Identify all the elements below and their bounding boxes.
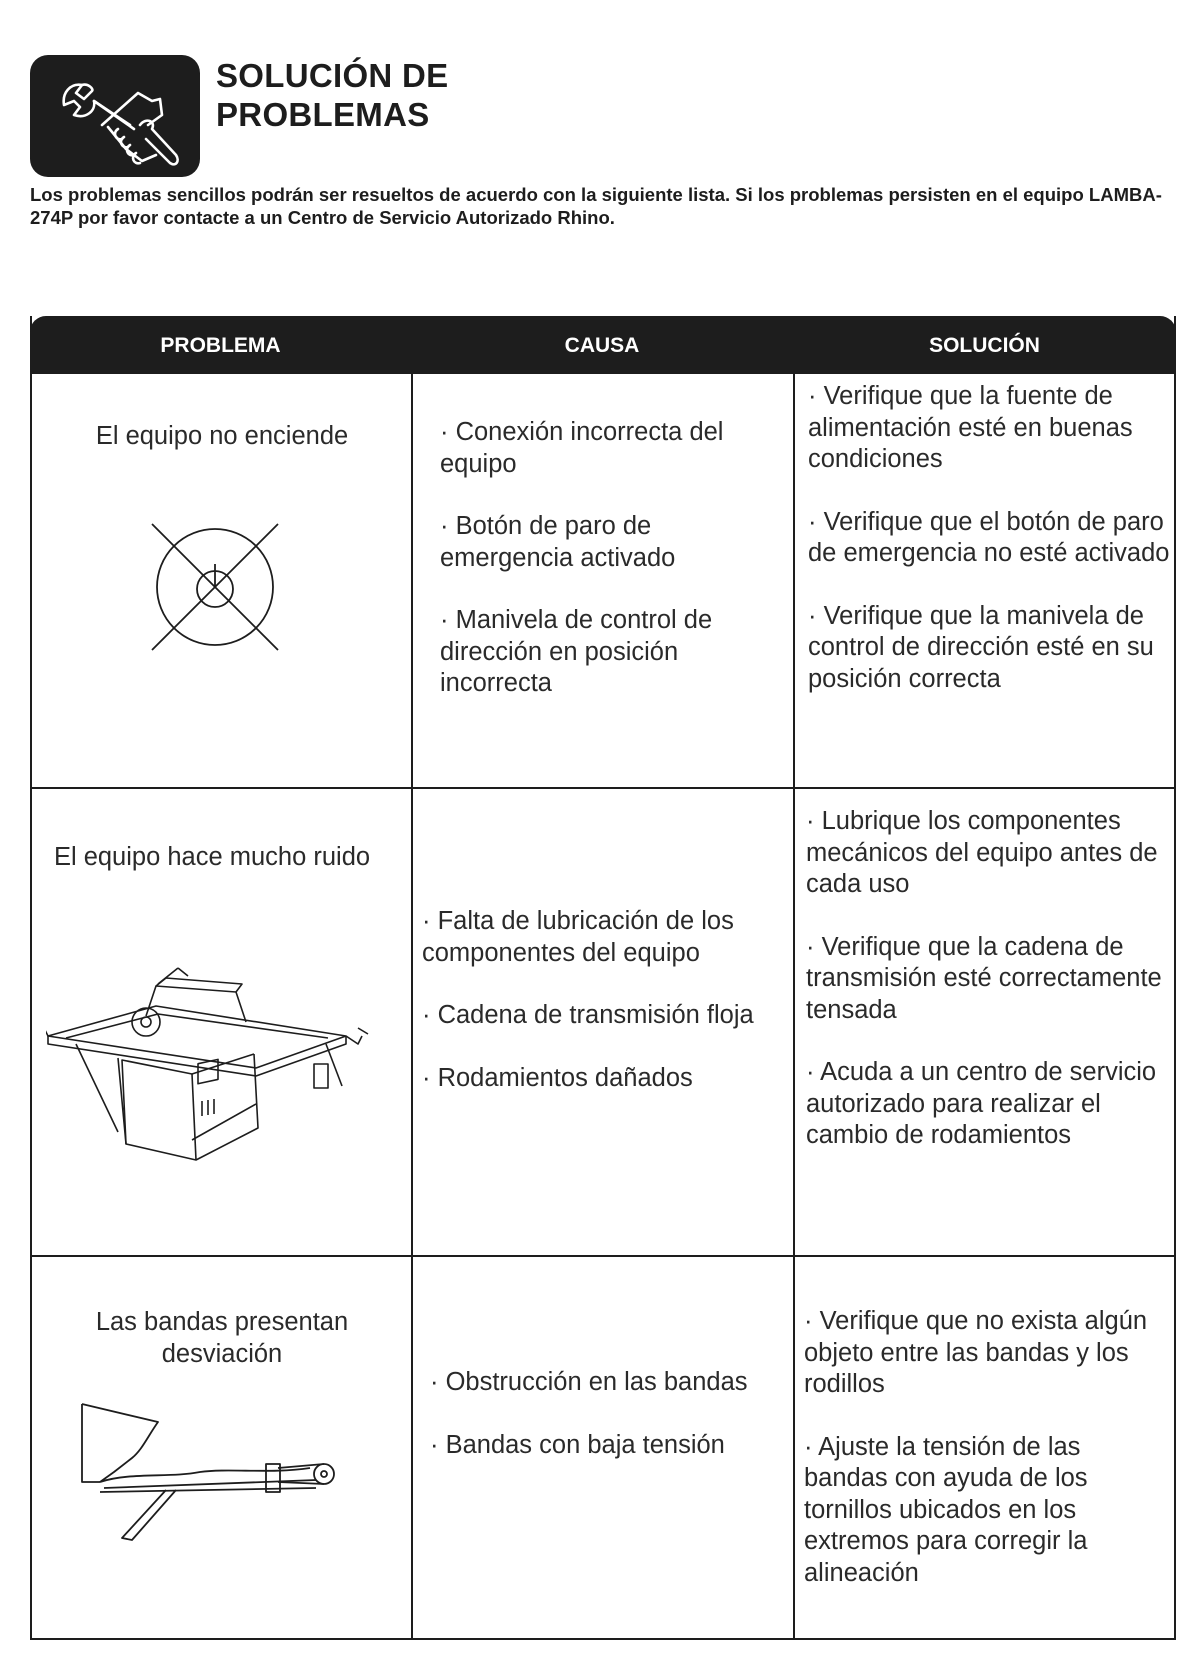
intro-text: Los problemas sencillos podrán ser resueltos de acuerdo con la siguiente lista. Si los problemas persisten en el equipo LAMBA-274P por favor contacte a un Centro de Servicio Autorizado Rhino. xyxy=(30,184,1162,228)
page-title-line-2: PROBLEMAS xyxy=(216,96,430,133)
solution-item: · Verifique que el botón de paro de emergencia no esté activado xyxy=(808,507,1170,567)
dough-sheeter-machine-illustration xyxy=(46,964,386,1169)
cause-item: · Manivela de control de dirección en posición incorrecta xyxy=(440,606,713,697)
power-off-crossed-icon xyxy=(150,522,280,657)
column-divider xyxy=(411,374,413,1638)
solution-item: · Verifique que la manivela de control de dirección esté en su posición correcta xyxy=(808,601,1154,693)
cause-item: · Botón de paro de emergencia activado xyxy=(440,512,676,572)
page-title xyxy=(216,56,716,134)
header-problem: PROBLEMA xyxy=(160,334,281,357)
conveyor-belt-illustration xyxy=(80,1402,350,1547)
page-title-line-1: SOLUCIÓN DE xyxy=(216,57,449,94)
column-divider xyxy=(793,374,795,1638)
causes-list xyxy=(430,1367,770,1461)
header-solution: SOLUCIÓN xyxy=(929,334,1040,357)
row-divider xyxy=(32,787,1174,789)
problem-text: El equipo no enciende xyxy=(95,422,349,450)
cause-item: · Conexión incorrecta del equipo xyxy=(440,418,724,478)
cause-item: · Falta de lubricación de los componentes del equipo xyxy=(422,907,734,967)
troubleshooting-table xyxy=(30,316,1176,1640)
solutions-list xyxy=(804,1306,1170,1589)
solution-item: · Lubrique los componentes mecánicos del equipo antes de cada uso xyxy=(806,807,1158,898)
row-divider xyxy=(32,1255,1174,1257)
cause-item: · Cadena de transmisión floja xyxy=(422,1001,754,1029)
solutions-list xyxy=(808,381,1170,695)
solution-item: · Ajuste la tensión de las bandas con ayuda de los tornillos ubicados en los extremos para corregir la alineación xyxy=(804,1432,1088,1587)
solution-item: · Verifique que la fuente de alimentación esté en buenas condiciones xyxy=(808,382,1133,473)
wrench-hand-icon xyxy=(30,55,200,177)
causes-list xyxy=(422,906,782,1094)
cause-item: · Bandas con baja tensión xyxy=(430,1430,725,1459)
cause-item: · Rodamientos dañados xyxy=(422,1063,693,1092)
problem-text: El equipo hace mucho ruido xyxy=(53,843,371,871)
solution-item: · Verifique que no exista algún objeto entre las bandas y los rodillos xyxy=(804,1307,1148,1398)
header-cause: CAUSA xyxy=(564,334,640,357)
causes-list xyxy=(440,417,775,700)
solutions-list xyxy=(806,806,1170,1152)
problem-text: Las bandas presentan desviación xyxy=(95,1308,349,1368)
table-header xyxy=(30,316,1176,374)
solution-item: · Acuda a un centro de servicio autorizado para realizar el cambio de rodamientos xyxy=(806,1058,1157,1149)
cause-item: · Obstrucción en las bandas xyxy=(430,1368,748,1396)
solution-item: · Verifique que la cadena de transmisión esté correctamente tensada xyxy=(806,932,1162,1024)
